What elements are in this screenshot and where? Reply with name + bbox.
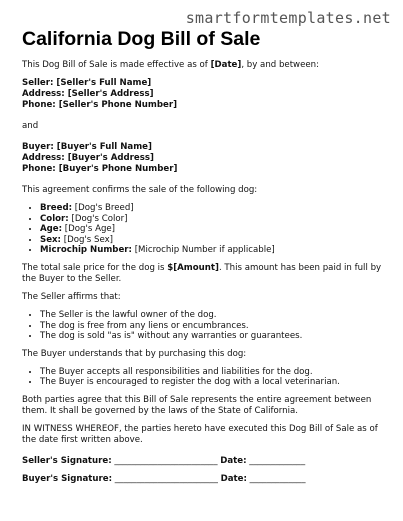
price-amount: $[Amount] xyxy=(167,262,219,273)
seller-points-list xyxy=(22,310,390,342)
microchip-label: Microchip Number: xyxy=(40,245,132,256)
price-post: . This amount has been paid in full by the Buyer to the Seller. xyxy=(22,262,382,284)
list-item: • The dog is free from any liens or encumbrances. xyxy=(40,321,390,332)
list-item: • The Buyer is encouraged to register the dog with a local veterinarian. xyxy=(40,377,390,388)
document xyxy=(22,28,390,485)
page-title: California Dog Bill of Sale xyxy=(22,28,261,50)
dog-details-list xyxy=(22,203,390,256)
buyer-signature-label: Buyer's Signature: xyxy=(22,473,113,484)
and-text: and xyxy=(22,121,39,131)
buyer-phone-line xyxy=(22,164,390,175)
seller-phone-line xyxy=(22,100,390,111)
list-item xyxy=(40,214,390,225)
price-pre: The total sale price for the dog is xyxy=(22,262,168,273)
seller-name: [Seller's Full Name] xyxy=(56,78,152,88)
buyer-phone-label: Phone: xyxy=(22,164,56,174)
dog-sex-label: Sex: xyxy=(40,234,61,245)
seller-date-label: Date: xyxy=(220,455,247,466)
dog-age: [Dog's Age] xyxy=(62,224,116,235)
seller-affirms-heading: The Seller affirms that: xyxy=(22,291,121,302)
intro-pre: This Dog Bill of Sale is made effective as of xyxy=(22,60,211,70)
seller-signature-label: Seller's Signature: xyxy=(22,455,112,466)
buyer-address: [Buyer's Address] xyxy=(67,153,154,163)
dog-sex: [Dog's Sex] xyxy=(61,234,114,245)
seller-signature-field[interactable]: ________________________ xyxy=(111,455,221,466)
seller-address-line xyxy=(22,89,390,100)
dog-breed: [Dog's Breed] xyxy=(72,203,134,213)
dog-color: [Dog's Color] xyxy=(68,213,128,224)
seller-name-line xyxy=(22,78,390,89)
intro-post: , by and between: xyxy=(241,60,320,70)
seller-date-field[interactable]: _____________ xyxy=(246,455,306,466)
buyer-points-list xyxy=(22,367,390,388)
dog-breed-label: Breed: xyxy=(40,203,73,213)
buyer-name-line xyxy=(22,142,390,153)
price-paragraph xyxy=(22,263,390,285)
list-item xyxy=(40,245,390,256)
confirm-paragraph: This agreement confirms the sale of the following dog: xyxy=(22,185,258,195)
seller-phone: [Seller's Phone Number] xyxy=(58,100,178,110)
list-item xyxy=(40,203,390,214)
list-item xyxy=(40,235,390,246)
buyer-date-field[interactable]: _____________ xyxy=(246,473,306,484)
buyer-understands-heading: The Buyer understands that by purchasing this dog: xyxy=(22,348,247,359)
buyer-address-line xyxy=(22,153,390,164)
buyer-phone: [Buyer's Phone Number] xyxy=(58,164,178,174)
seller-signature-line xyxy=(22,456,390,467)
dog-color-label: Color: xyxy=(40,213,69,224)
seller-address: [Seller's Address] xyxy=(67,89,154,99)
effective-date: [Date] xyxy=(210,60,242,70)
intro-paragraph xyxy=(22,60,390,71)
microchip-number: [Microchip Number if applicable] xyxy=(131,245,275,256)
list-item: • The Buyer accepts all responsibilities and liabilities for the dog. xyxy=(40,367,390,378)
buyer-address-label: Address: xyxy=(22,153,65,163)
watermark: smartformtemplates.net xyxy=(185,9,391,27)
seller-address-label: Address: xyxy=(22,89,65,99)
list-item xyxy=(40,224,390,235)
buyer-name-label: Buyer: xyxy=(22,142,54,152)
buyer-name: [Buyer's Full Name] xyxy=(56,142,152,152)
dog-age-label: Age: xyxy=(40,224,63,235)
list-item: • The dog is sold "as is" without any warranties or guarantees. xyxy=(40,331,390,342)
seller-phone-label: Phone: xyxy=(22,100,56,110)
witness-paragraph: IN WITNESS WHEREOF, the parties hereto have executed this Dog Bill of Sale as of the date first written above. xyxy=(22,423,378,445)
buyer-date-label: Date: xyxy=(220,473,247,484)
agreement-paragraph: Both parties agree that this Bill of Sale represents the entire agreement between them. It shall be governed by the laws of the State of California. xyxy=(22,394,372,416)
seller-name-label: Seller: xyxy=(22,78,54,88)
buyer-signature-field[interactable]: ________________________ xyxy=(112,473,221,484)
buyer-signature-line xyxy=(22,474,390,485)
list-item: • The Seller is the lawful owner of the dog. xyxy=(40,310,390,321)
